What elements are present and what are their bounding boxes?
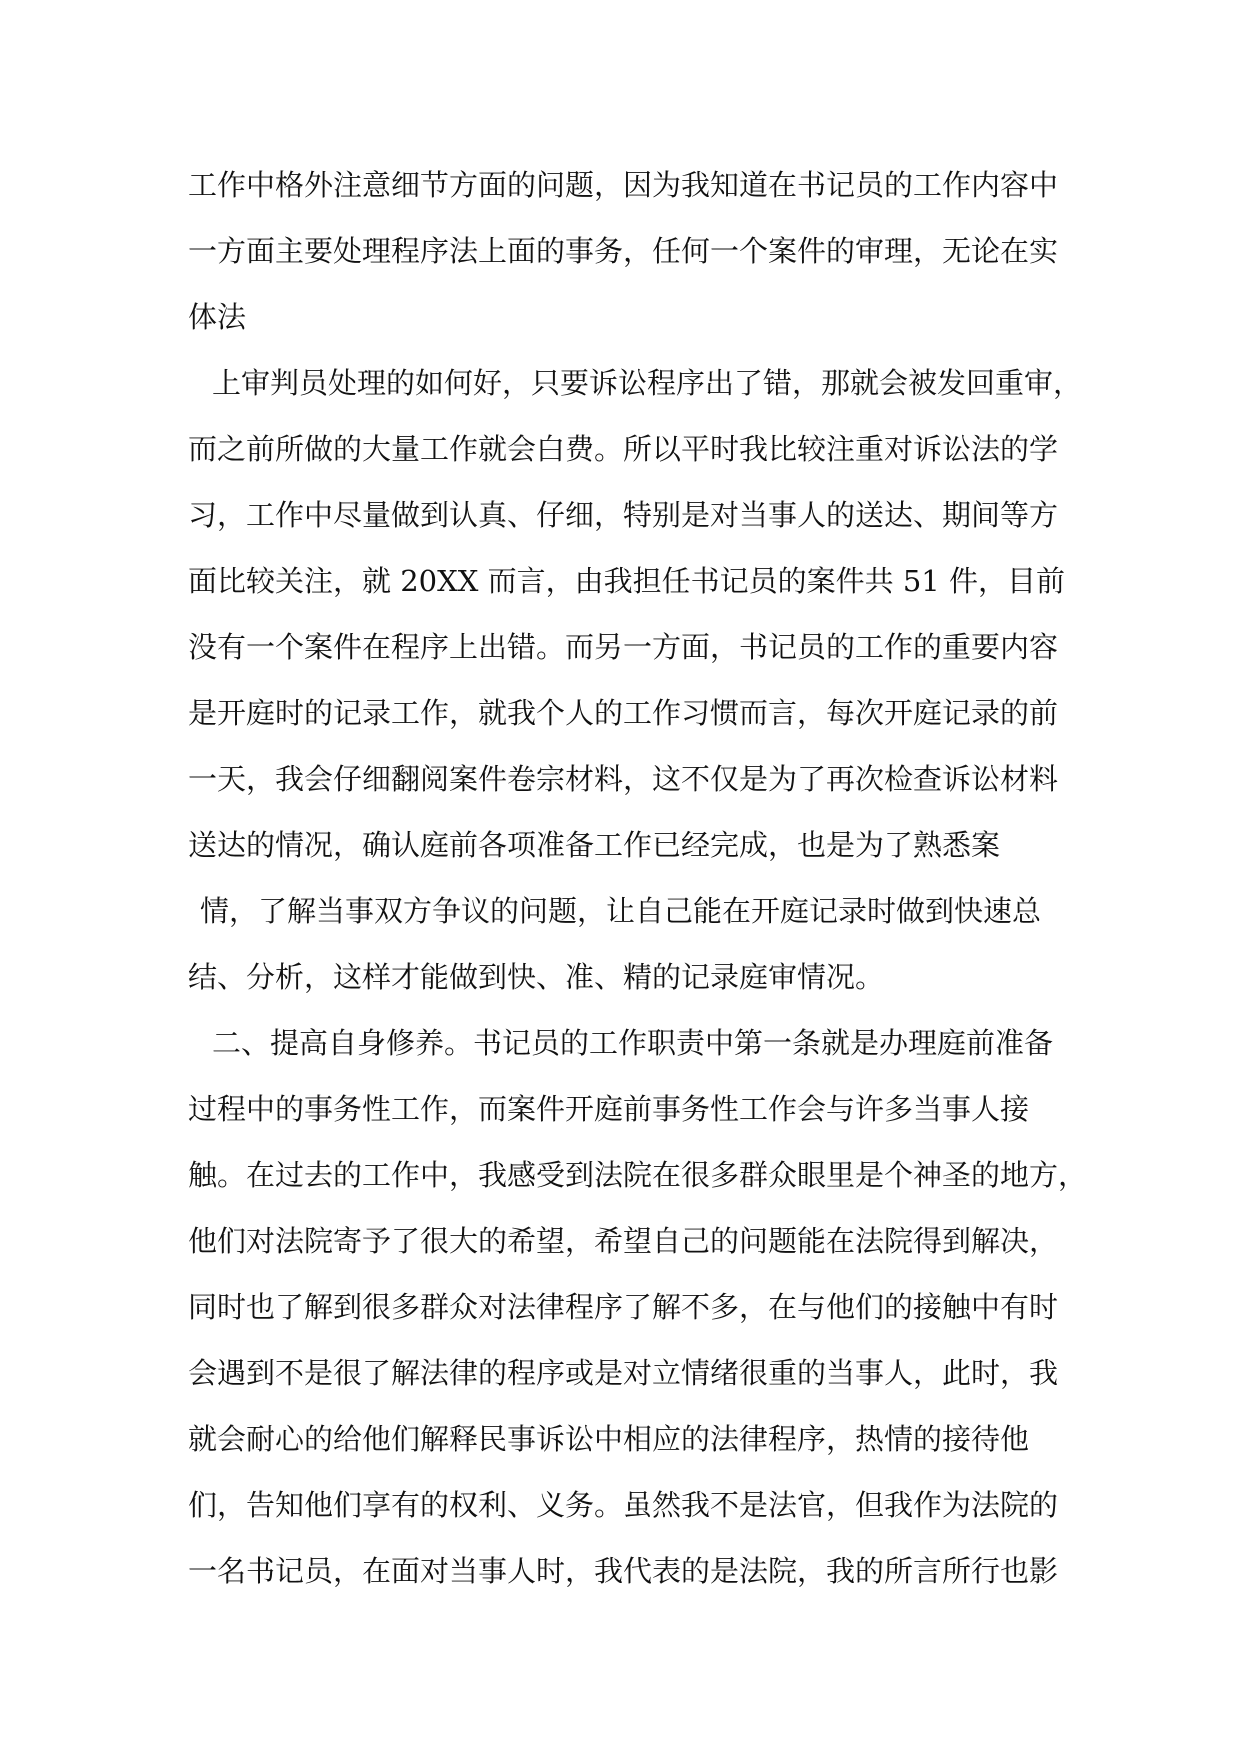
text-line-22: 一名书记员，在面对当事人时，我代表的是法院，我的所言所行也影 xyxy=(188,1554,1059,1588)
text-line-15: 过程中的事务性工作，而案件开庭前事务性工作会与许多当事人接 xyxy=(188,1092,1030,1126)
text-line-2: 一方面主要处理程序法上面的事务，任何一个案件的审理，无论在实 xyxy=(188,234,1059,268)
text-line-13: 结、分析，这样才能做到快、准、精的记录庭审情况。 xyxy=(188,960,885,994)
text-line-20: 就会耐心的给他们解释民事诉讼中相应的法律程序，热情的接待他 xyxy=(188,1422,1030,1456)
text-line-12: 情，了解当事双方争议的问题，让自己能在开庭记录时做到快速总 xyxy=(200,894,1042,928)
text-line-10: 一天，我会仔细翻阅案件卷宗材料，这不仅是为了再次检查诉讼材料 xyxy=(188,762,1059,796)
text-line-1: 工作中格外注意细节方面的问题，因为我知道在书记员的工作内容中 xyxy=(188,168,1059,202)
text-line-11: 送达的情况，确认庭前各项准备工作已经完成，也是为了熟悉案 xyxy=(188,828,1001,862)
text-line-5: 而之前所做的大量工作就会白费。所以平时我比较注重对诉讼法的学 xyxy=(188,432,1059,466)
text-line-17: 他们对法院寄予了很大的希望，希望自己的问题能在法院得到解决， xyxy=(188,1224,1059,1258)
text-line-6: 习，工作中尽量做到认真、仔细，特别是对当事人的送达、期间等方 xyxy=(188,498,1059,532)
text-line-8: 没有一个案件在程序上出错。而另一方面，书记员的工作的重要内容 xyxy=(188,630,1059,664)
text-line-9: 是开庭时的记录工作，就我个人的工作习惯而言，每次开庭记录的前 xyxy=(188,696,1059,730)
text-line-18: 同时也了解到很多群众对法律程序了解不多，在与他们的接触中有时 xyxy=(188,1290,1059,1324)
text-line-14: 二、提高自身修养。书记员的工作职责中第一条就是办理庭前准备 xyxy=(212,1026,1054,1060)
text-line-19: 会遇到不是很了解法律的程序或是对立情绪很重的当事人，此时，我 xyxy=(188,1356,1059,1390)
text-line-21: 们，告知他们享有的权利、义务。虽然我不是法官，但我作为法院的 xyxy=(188,1488,1059,1522)
text-line-4: 上审判员处理的如何好，只要诉讼程序出了错，那就会被发回重审， xyxy=(212,366,1083,400)
text-line-16: 触。在过去的工作中，我感受到法院在很多群众眼里是个神圣的地方， xyxy=(188,1158,1088,1192)
text-line-3: 体法 xyxy=(188,300,247,334)
text-line-7: 面比较关注，就 20XX 而言，由我担任书记员的案件共 51 件，目前 xyxy=(188,564,1065,598)
